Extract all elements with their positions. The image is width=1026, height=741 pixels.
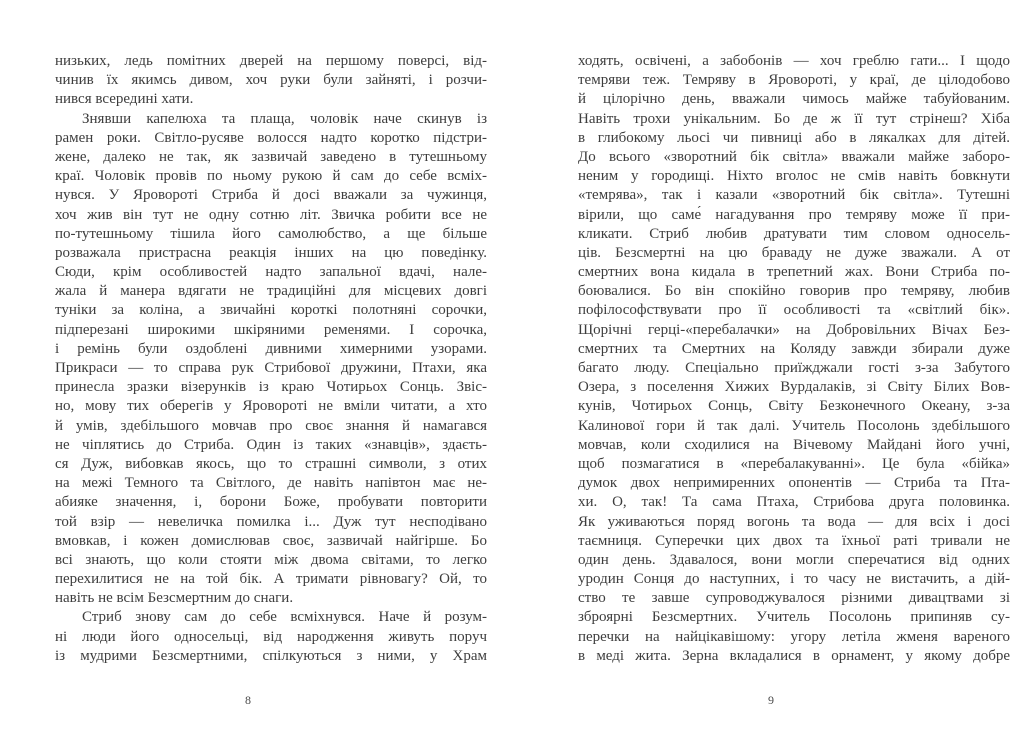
text-line: зброярні Безсмертних. Учитель Посолонь припиняв су- bbox=[578, 609, 1010, 626]
text-line: мовчав, коли сходилися на Вічевому Майдані його учні, bbox=[578, 436, 1010, 453]
page-right-number: 9 bbox=[768, 693, 774, 707]
text-line: один день. Здавалося, вони могли сперечатися від одних bbox=[578, 551, 1010, 568]
text-line: но, мову тих оберегів у Яровороті не вміли читати, а хто bbox=[55, 398, 487, 415]
text-line: низьких, ледь помітних дверей на першому поверсі, від- bbox=[55, 53, 487, 69]
text-line: жене, далеко не так, як зазвичай заведено в тутешньому bbox=[55, 148, 487, 165]
text-line: ся Дуж, вибовкав якось, що то страшні символи, з отих bbox=[55, 455, 487, 472]
text-line: хоч жив він тут не одну сотню літ. Звичка робити все не bbox=[55, 206, 487, 223]
text-line: й цілорічно день, вважали чимось майже табуйованим. bbox=[578, 91, 1010, 108]
text-line: по-тутешньому тішила його самолюбство, а ще більше bbox=[55, 225, 487, 242]
text-line: Калинової гори й так далі. Учитель Посолонь здебільшого bbox=[578, 417, 1010, 434]
text-line: Стриб знову сам до себе всміхнувся. Наче й розум- bbox=[82, 609, 487, 626]
text-line: той взір — невеличка помилка і... Дуж тут несподівано bbox=[55, 513, 487, 530]
text-line: хи. О, так! Та сама Птаха, Стрибова друга половинка. bbox=[578, 494, 1010, 511]
text-line: темряви теж. Темряву в Яровороті, у краї, де цілодобово bbox=[578, 72, 1010, 89]
text-line: навіть не всім Безсмертним до снаги. bbox=[55, 590, 294, 607]
text-line: вірили, що саме́ нагадування про темряву може її при- bbox=[578, 206, 1010, 223]
text-line: всі знають, що коли стояти між двома світами, то легко bbox=[55, 551, 487, 568]
text-line: на межі Темного та Світлого, де навіть напівтон має не- bbox=[55, 475, 487, 492]
page-left-text bbox=[55, 52, 487, 666]
text-line: боювалися. Бо він спокійно говорив про темряву, любив bbox=[578, 283, 1010, 300]
text-line: й умів, здебільшого мовчав про своє знання й намагався bbox=[55, 417, 487, 434]
text-line: ців. Безсмертні на цю браваду не дуже зважали. А от bbox=[578, 244, 1010, 261]
page-right-text bbox=[578, 52, 1010, 666]
text-line: смертних та Смертних на Коляду завжди збирали дуже bbox=[578, 340, 1010, 357]
text-line: багато люду. Спеціально приїжджали гості з-за Забутого bbox=[578, 360, 1010, 376]
text-line: в глибокому льосі чи пивниці або в лякалках для дітей. bbox=[578, 129, 1010, 146]
text-line: смертних вона кидала в трепетний жах. Вони Стриба по- bbox=[578, 264, 1010, 281]
text-line: із мудрими Безсмертними, спілкуються з ними, у Храм bbox=[55, 647, 487, 664]
text-line: Щорічні герці-«перебалачки» на Добровільних Вічах Без- bbox=[578, 321, 1010, 338]
text-line: пофілософствувати про її особливості та «світлий бік». bbox=[578, 302, 1010, 319]
text-line: розважала пристрасна реакція інших на цю поведінку. bbox=[55, 244, 487, 261]
text-line: Знявши капелюха та плаща, чоловік наче скинув із bbox=[82, 110, 487, 127]
text-line: не чіплятись до Стриба. Один із таких «знавців», здаєть- bbox=[55, 436, 487, 453]
text-line: перехилитися не на той бік. А тримати рівновагу? Ой, то bbox=[55, 571, 487, 588]
text-line: кликати. Стриб любив дратувати тим словом односель- bbox=[578, 225, 1010, 242]
text-line: ство те завше супроводжувалося різними дивацтвами зі bbox=[578, 590, 1010, 607]
text-line: ні люди його односельці, від народження живуть поруч bbox=[55, 628, 487, 645]
text-line: щоб позмагатися в «перебалакуванні». Це була «бійка» bbox=[578, 455, 1010, 472]
text-line: чинив їх якимсь дивом, хоч руки були зайняті, і розчи- bbox=[55, 72, 487, 89]
text-line: думок двох непримиренних опонентів — Стриба та Пта- bbox=[578, 475, 1010, 492]
text-line: кунів, Чотирьох Сонць, Світу Безконечного Океану, з-за bbox=[578, 398, 1010, 415]
text-line: уродин Сонця до наступних, і то часу не вистачить, а дій- bbox=[578, 571, 1010, 588]
text-line: неним у городищі. Ніхто вголос не смів навіть бовкнути bbox=[578, 168, 1010, 185]
text-line: ходять, освічені, а забобонів — хоч греблю гати... І щодо bbox=[578, 53, 1010, 69]
text-line: абияке значення, і, борони Боже, пробувати повторити bbox=[55, 494, 487, 511]
text-line: жала й манера вдягати не традиційні для місцевих довгі bbox=[55, 283, 487, 300]
text-line: рамен роки. Світло-русяве волосся надто коротко підстри- bbox=[55, 129, 487, 146]
text-line: Прикраси — то справа рук Стрибової дружини, Птахи, яка bbox=[55, 360, 487, 376]
text-line: в меді жита. Зерна вкладалися в орнамент, у якому добре bbox=[578, 647, 1010, 664]
text-line: Озера, з поселення Хижих Вурдалаків, зі Світу Білих Вов- bbox=[578, 379, 1010, 396]
text-line: підперезані широкими шкіряними ременями. І сорочка, bbox=[55, 321, 487, 338]
text-line: До всього «зворотний бік світла» вважали майже заборо- bbox=[578, 148, 1010, 165]
text-line: Як уживаються поряд вогонь та вода — для всіх і досі bbox=[578, 513, 1010, 530]
text-line: краї. Чоловік провів по ньому рукою й сам до себе всміх- bbox=[55, 168, 487, 185]
text-line: нився всередині хати. bbox=[55, 91, 194, 108]
page-left-number: 8 bbox=[245, 693, 251, 707]
text-line: Навіть трохи унікальним. Бо де ж її тут стрінеш? Хіба bbox=[578, 110, 1010, 127]
text-line: нувся. У Яровороті Стриба й досі вважали за чужинця, bbox=[55, 187, 487, 204]
text-line: і ремінь були оздоблені дивними химерними узорами. bbox=[55, 340, 487, 357]
text-line: Сюди, крім особливостей надто запальної вдачі, нале- bbox=[55, 264, 487, 281]
text-line: вмовкав, і кожен домислював своє, зазвичай найгірше. Бо bbox=[55, 532, 487, 549]
text-line: «темрява», так і казали «зворотний бік світла». Тутешні bbox=[578, 187, 1010, 204]
text-line: туніки за коліна, а звичайні короткі полотняні сорочки, bbox=[55, 302, 487, 319]
text-line: принесла зразки візерунків із краю Чотирьох Сонць. Звіс- bbox=[55, 379, 487, 396]
text-line: таємниця. Суперечки цих двох та їхньої раті тривали не bbox=[578, 532, 1010, 549]
text-line: перечки на найцікавішому: угору летіла жменя вареного bbox=[578, 628, 1010, 645]
